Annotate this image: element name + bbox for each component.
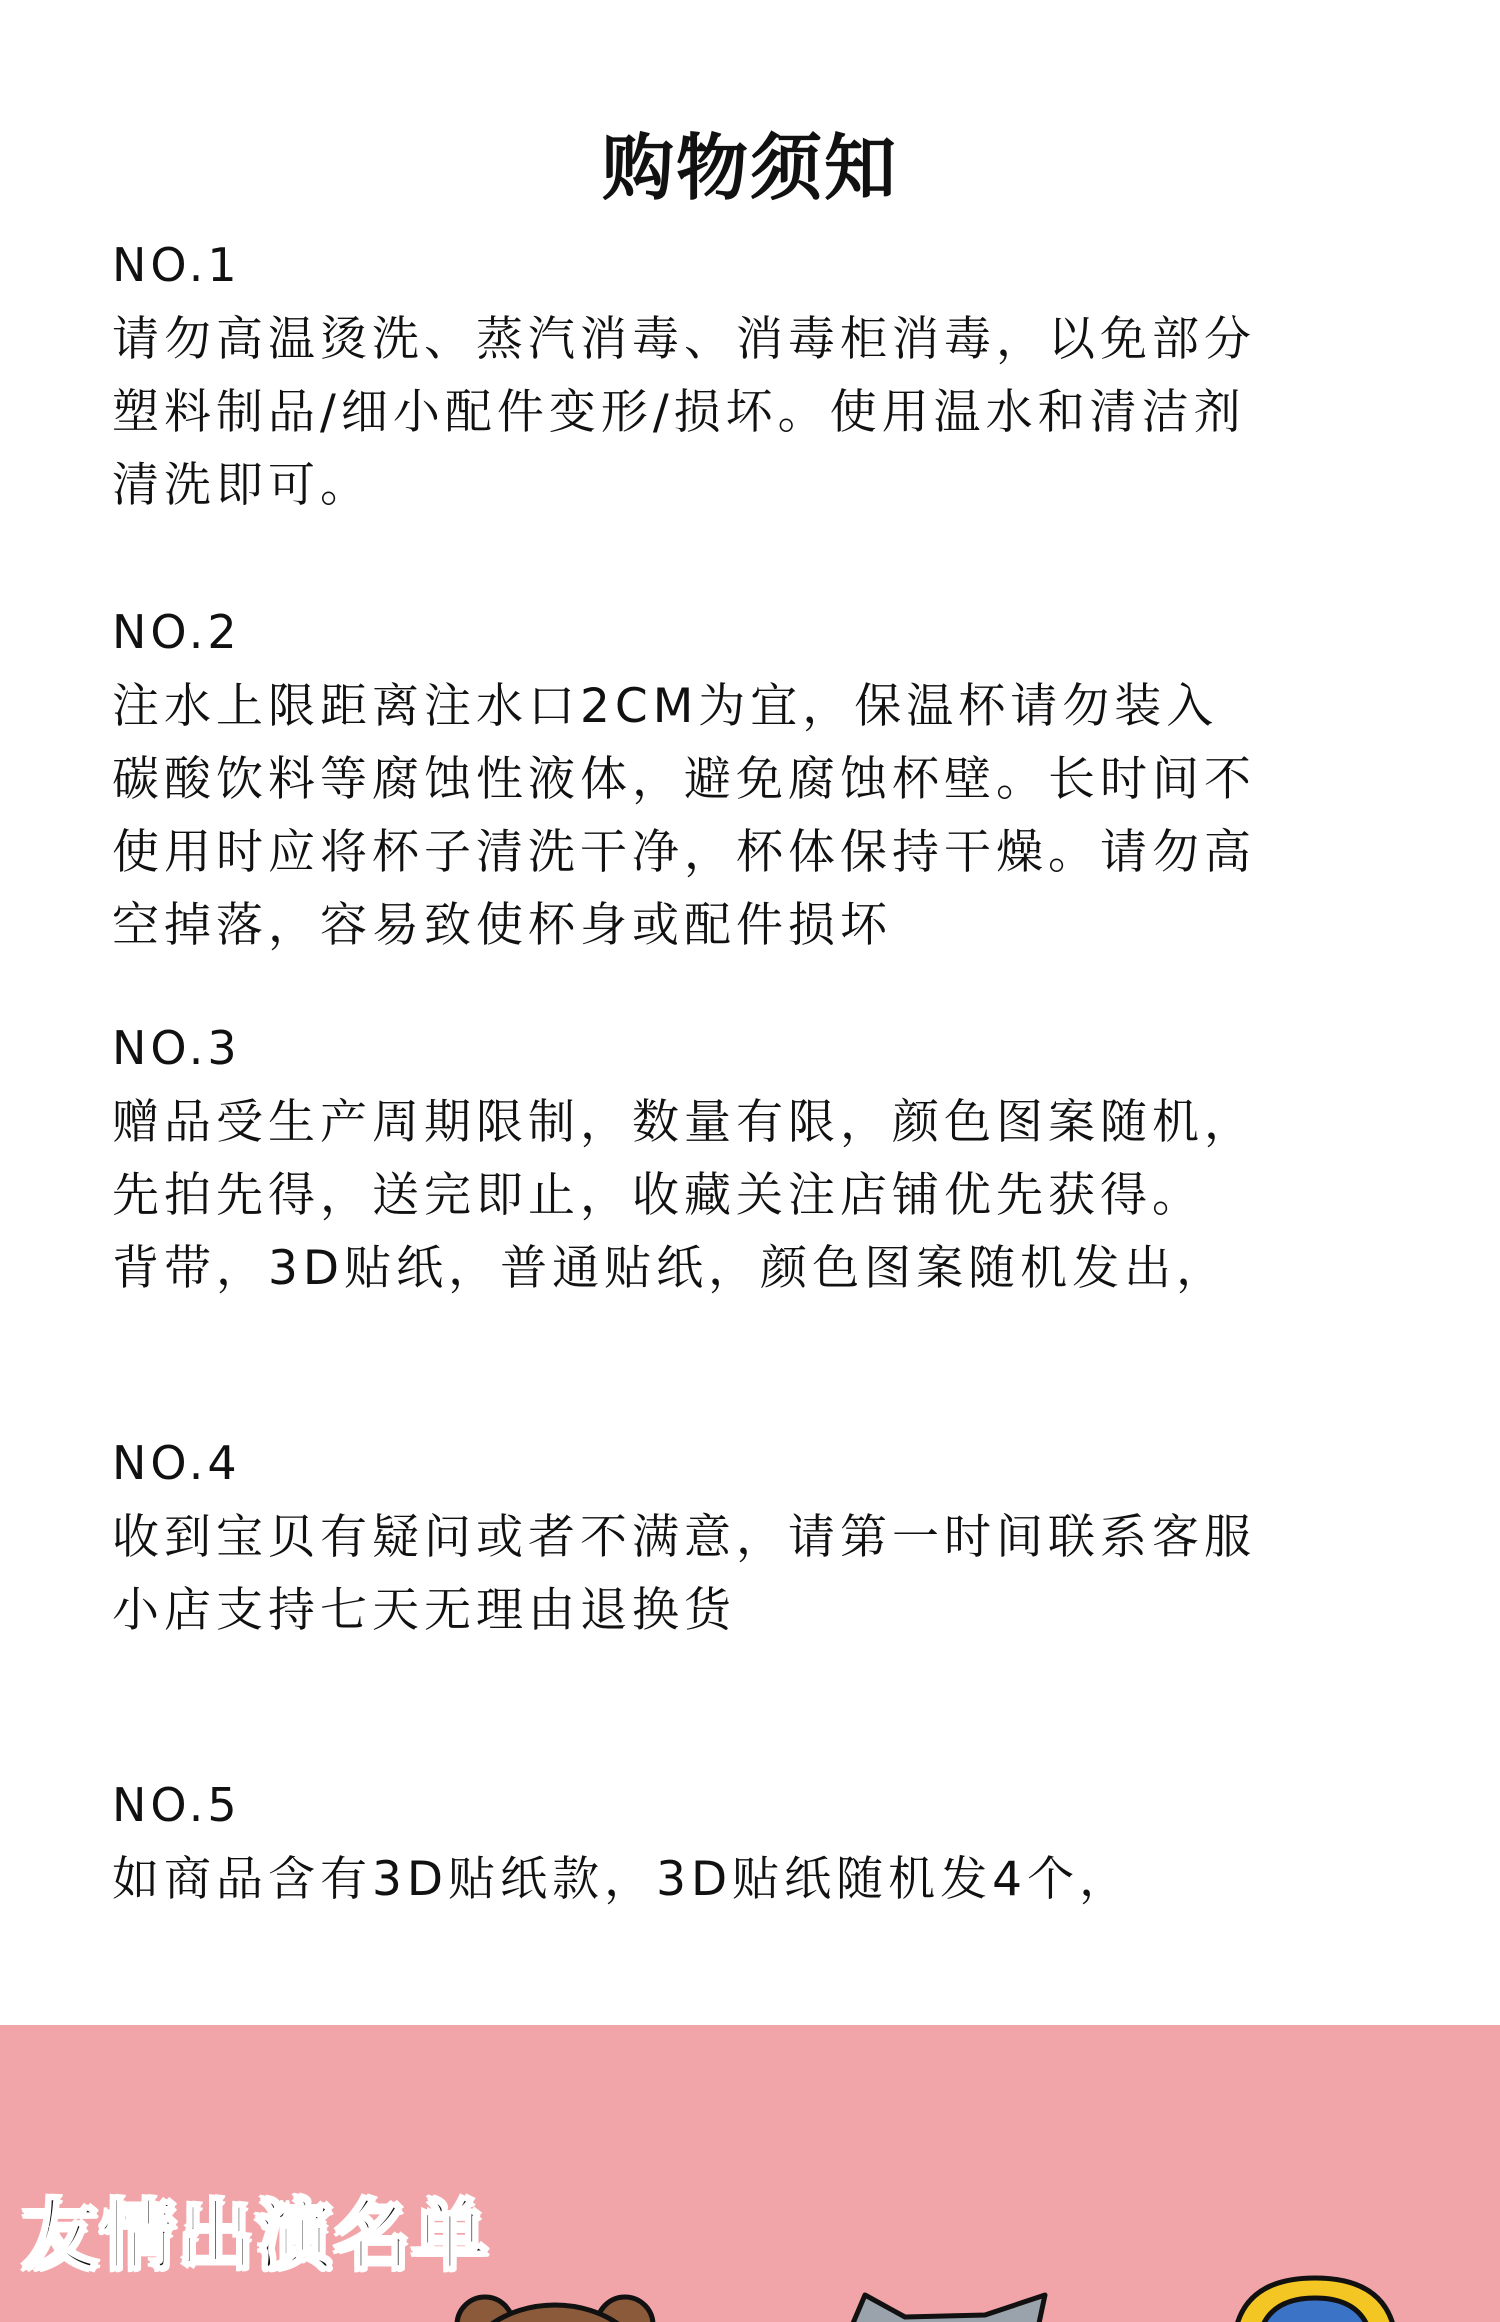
section-line: 塑料制品/细小配件变形/损坏。使用温水和清洁剂 (112, 385, 1246, 440)
section-line: 小店支持七天无理由退换货 (112, 1583, 736, 1638)
section-line: 如商品含有3D贴纸款，3D贴纸随机发4个， (112, 1852, 1132, 1907)
section-text (112, 1501, 1362, 1647)
notice-section-1 (112, 235, 1362, 522)
banner-title: 友情出演名单 (22, 2191, 490, 2280)
notice-section-4 (112, 1433, 1362, 1647)
section-label: NO.1 (112, 238, 241, 292)
section-line: 赠品受生产周期限制，数量有限，颜色图案随机， (112, 1095, 1256, 1150)
section-line: 注水上限距离注水口2CM为宜，保温杯请勿装入 (112, 679, 1219, 734)
notice-section-3 (112, 1018, 1362, 1305)
section-label: NO.4 (112, 1436, 241, 1490)
section-line: 请勿高温烫洗、蒸汽消毒、消毒柜消毒，以免部分 (112, 312, 1256, 367)
section-text (112, 670, 1362, 962)
section-label: NO.3 (112, 1021, 241, 1075)
section-line: 清洗即可。 (112, 458, 372, 513)
shark-character-icon (835, 2287, 1055, 2322)
cast-banner (0, 2025, 1500, 2322)
section-text (112, 1843, 1362, 1916)
section-text (112, 1086, 1362, 1305)
section-line: 碳酸饮料等腐蚀性液体，避免腐蚀杯壁。长时间不 (112, 752, 1256, 807)
section-line: 背带，3D贴纸，普通贴纸，颜色图案随机发出， (112, 1241, 1229, 1296)
notice-section-2 (112, 602, 1362, 962)
section-line: 收到宝贝有疑问或者不满意，请第一时间联系客服 (112, 1510, 1256, 1565)
section-label: NO.5 (112, 1778, 241, 1832)
blue-character-icon (1225, 2273, 1405, 2322)
section-text (112, 303, 1362, 522)
notice-section-5 (112, 1775, 1362, 1916)
section-label: NO.2 (112, 605, 241, 659)
bear-character-icon (445, 2285, 665, 2322)
section-line: 先拍先得，送完即止，收藏关注店铺优先获得。 (112, 1168, 1204, 1223)
page-title: 购物须知 (601, 126, 898, 210)
section-line: 使用时应将杯子清洗干净，杯体保持干燥。请勿高 (112, 825, 1256, 880)
section-line: 空掉落，容易致使杯身或配件损坏 (112, 898, 892, 953)
